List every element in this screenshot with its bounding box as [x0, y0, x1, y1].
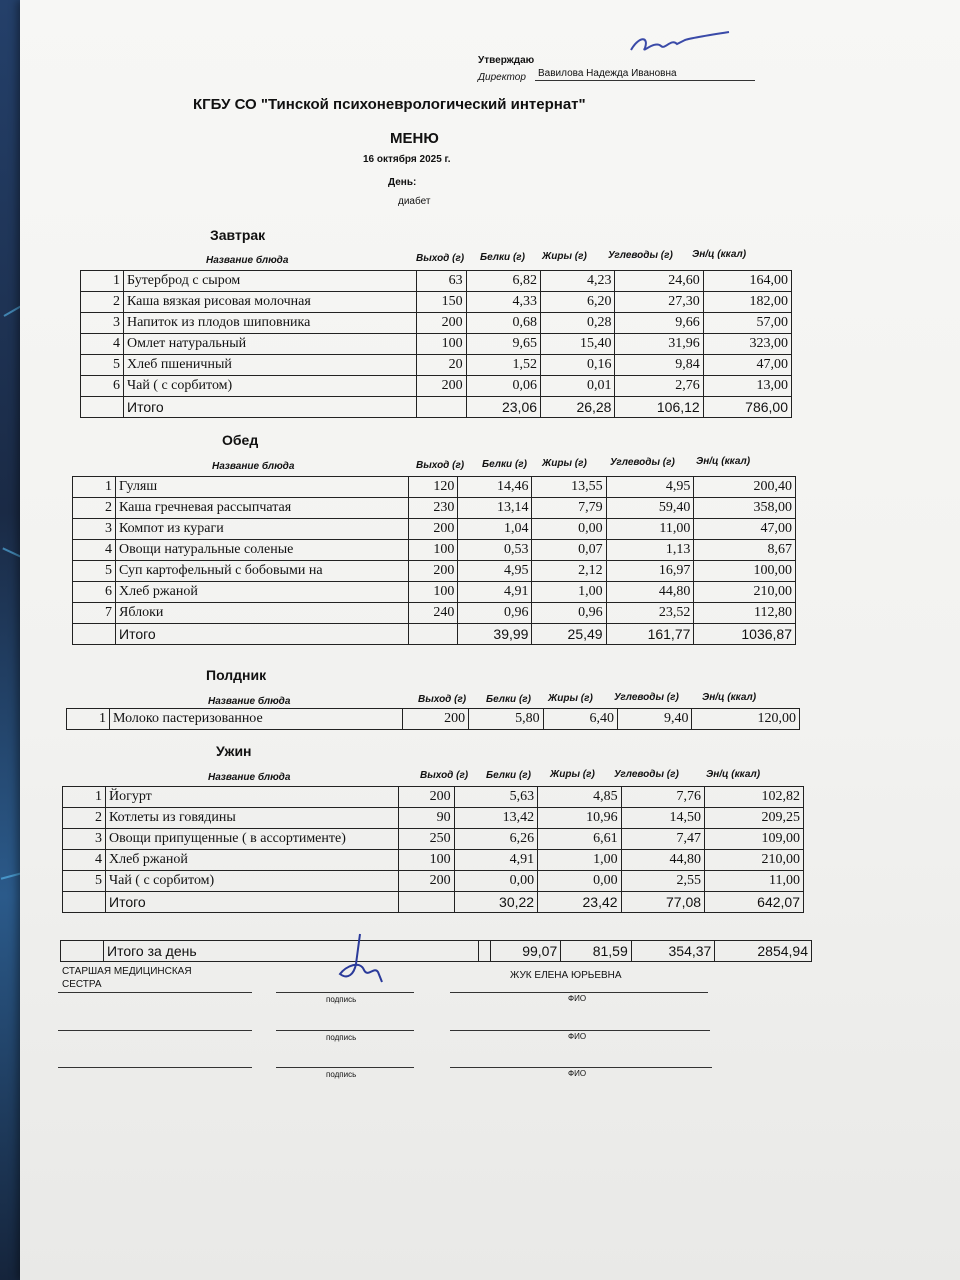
table-row: 4 Хлеб ржаной 100 4,91 1,00 44,80 210,00: [63, 850, 804, 871]
total-row: Итого 30,22 23,42 77,08 642,07: [63, 892, 804, 913]
dinner-table: [62, 786, 804, 913]
approval-label: Утверждаю: [478, 55, 535, 66]
header-yield: Выход (г): [416, 253, 465, 264]
header-energy: Эн/ц (ккал): [706, 769, 761, 780]
table-row: 4 Овощи натуральные соленые 100 0,53 0,07 1,13 8,67: [73, 540, 796, 561]
signature-line: [276, 992, 414, 993]
table-row: 3 Компот из кураги 200 1,04 0,00 11,00 47,00: [73, 519, 796, 540]
day-total-table: [60, 940, 812, 962]
snack-table: [66, 708, 800, 730]
header-fat: Жиры (г): [542, 251, 587, 262]
header-yield: Выход (г): [418, 694, 467, 705]
header-fat: Жиры (г): [542, 458, 587, 469]
total-row: Итого 23,06 26,28 106,12 786,00: [81, 397, 792, 418]
diet-type: диабет: [398, 196, 431, 207]
header-name: Название блюда: [212, 461, 295, 472]
header-carbs: Углеводы (г): [608, 250, 673, 261]
director-label: Директор: [478, 72, 526, 83]
table-row: 6 Хлеб ржаной 100 4,91 1,00 44,80 210,00: [73, 582, 796, 603]
table-row: 2 Котлеты из говядины 90 13,42 10,96 14,50 209,25: [63, 808, 804, 829]
signature-line: [58, 992, 252, 993]
table-row: 3 Напиток из плодов шиповника 200 0,68 0,28 9,66 57,00: [81, 313, 792, 334]
signature-line: [450, 1067, 712, 1068]
fio-label: ФИО: [568, 994, 587, 1003]
header-energy: Эн/ц (ккал): [702, 692, 757, 703]
lunch-table: [72, 476, 796, 645]
header-protein: Белки (г): [482, 459, 527, 470]
director-name: Вавилова Надежда Ивановна: [538, 68, 677, 79]
sign-label: подпись: [326, 995, 357, 1004]
header-name: Название блюда: [208, 696, 291, 707]
table-row: 5 Хлеб пшеничный 20 1,52 0,16 9,84 47,00: [81, 355, 792, 376]
nurse-signature: [330, 930, 390, 990]
header-yield: Выход (г): [420, 770, 469, 781]
section-title-dinner: Ужин: [216, 743, 252, 759]
total-row: Итого 39,99 25,49 161,77 1036,87: [73, 624, 796, 645]
signer-role: СТАРШАЯ МЕДИЦИНСКАЯ СЕСТРА: [62, 966, 192, 990]
fio-label: ФИО: [568, 1069, 587, 1078]
sign-label: подпись: [326, 1070, 357, 1079]
header-name: Название блюда: [206, 255, 289, 266]
header-fat: Жиры (г): [548, 693, 593, 704]
section-title-lunch: Обед: [222, 432, 259, 448]
table-row: 7 Яблоки 240 0,96 0,96 23,52 112,80: [73, 603, 796, 624]
table-row: 4 Омлет натуральный 100 9,65 15,40 31,96 323,00: [81, 334, 792, 355]
institution-name: КГБУ СО "Тинской психоневрологический интернат": [193, 96, 586, 113]
header-protein: Белки (г): [480, 252, 525, 263]
table-row: 2 Каша вязкая рисовая молочная 150 4,33 6,20 27,30 182,00: [81, 292, 792, 313]
table-row: 5 Чай ( с сорбитом) 200 0,00 0,00 2,55 11,00: [63, 871, 804, 892]
section-title-breakfast: Завтрак: [210, 227, 266, 243]
header-energy: Эн/ц (ккал): [692, 249, 747, 260]
menu-date: 16 октября 2025 г.: [363, 154, 451, 165]
signature-line: [58, 1030, 252, 1031]
header-carbs: Углеводы (г): [614, 769, 679, 780]
signature-line: [450, 992, 708, 993]
day-total-row: Итого за день 99,07 81,59 354,37 2854,94: [61, 941, 812, 962]
table-row: 2 Каша гречневая рассыпчатая 230 13,14 7,79 59,40 358,00: [73, 498, 796, 519]
table-row: 1 Йогурт 200 5,63 4,85 7,76 102,82: [63, 787, 804, 808]
table-row: 1 Гуляш 120 14,46 13,55 4,95 200,40: [73, 477, 796, 498]
breakfast-table: [80, 270, 792, 418]
header-name: Название блюда: [208, 772, 291, 783]
section-title-snack: Полдник: [206, 667, 267, 683]
table-row: 1 Молоко пастеризованное 200 5,80 6,40 9,40 120,00: [67, 709, 800, 730]
signature-line: [450, 1030, 710, 1031]
header-fat: Жиры (г): [550, 769, 595, 780]
fio-label: ФИО: [568, 1032, 587, 1041]
table-row: 5 Суп картофельный с бобовыми на 200 4,95 2,12 16,97 100,00: [73, 561, 796, 582]
header-yield: Выход (г): [416, 460, 465, 471]
document-page: [20, 0, 960, 1280]
director-underline: [535, 80, 755, 81]
signature-line: [276, 1067, 414, 1068]
header-carbs: Углеводы (г): [614, 692, 679, 703]
menu-title: МЕНЮ: [390, 130, 439, 147]
header-protein: Белки (г): [486, 694, 531, 705]
table-row: 6 Чай ( с сорбитом) 200 0,06 0,01 2,76 13,00: [81, 376, 792, 397]
director-signature: [625, 30, 735, 60]
table-row: 1 Бутерброд с сыром 63 6,82 4,23 24,60 164,00: [81, 271, 792, 292]
table-row: 3 Овощи припущенные ( в ассортименте) 250 6,26 6,61 7,47 109,00: [63, 829, 804, 850]
header-carbs: Углеводы (г): [610, 457, 675, 468]
signature-line: [58, 1067, 252, 1068]
signer-name: ЖУК ЕЛЕНА ЮРЬЕВНА: [510, 970, 622, 981]
sign-label: подпись: [326, 1033, 357, 1042]
day-label: День:: [388, 177, 417, 188]
header-energy: Эн/ц (ккал): [696, 456, 751, 467]
header-protein: Белки (г): [486, 770, 531, 781]
signature-line: [276, 1030, 414, 1031]
